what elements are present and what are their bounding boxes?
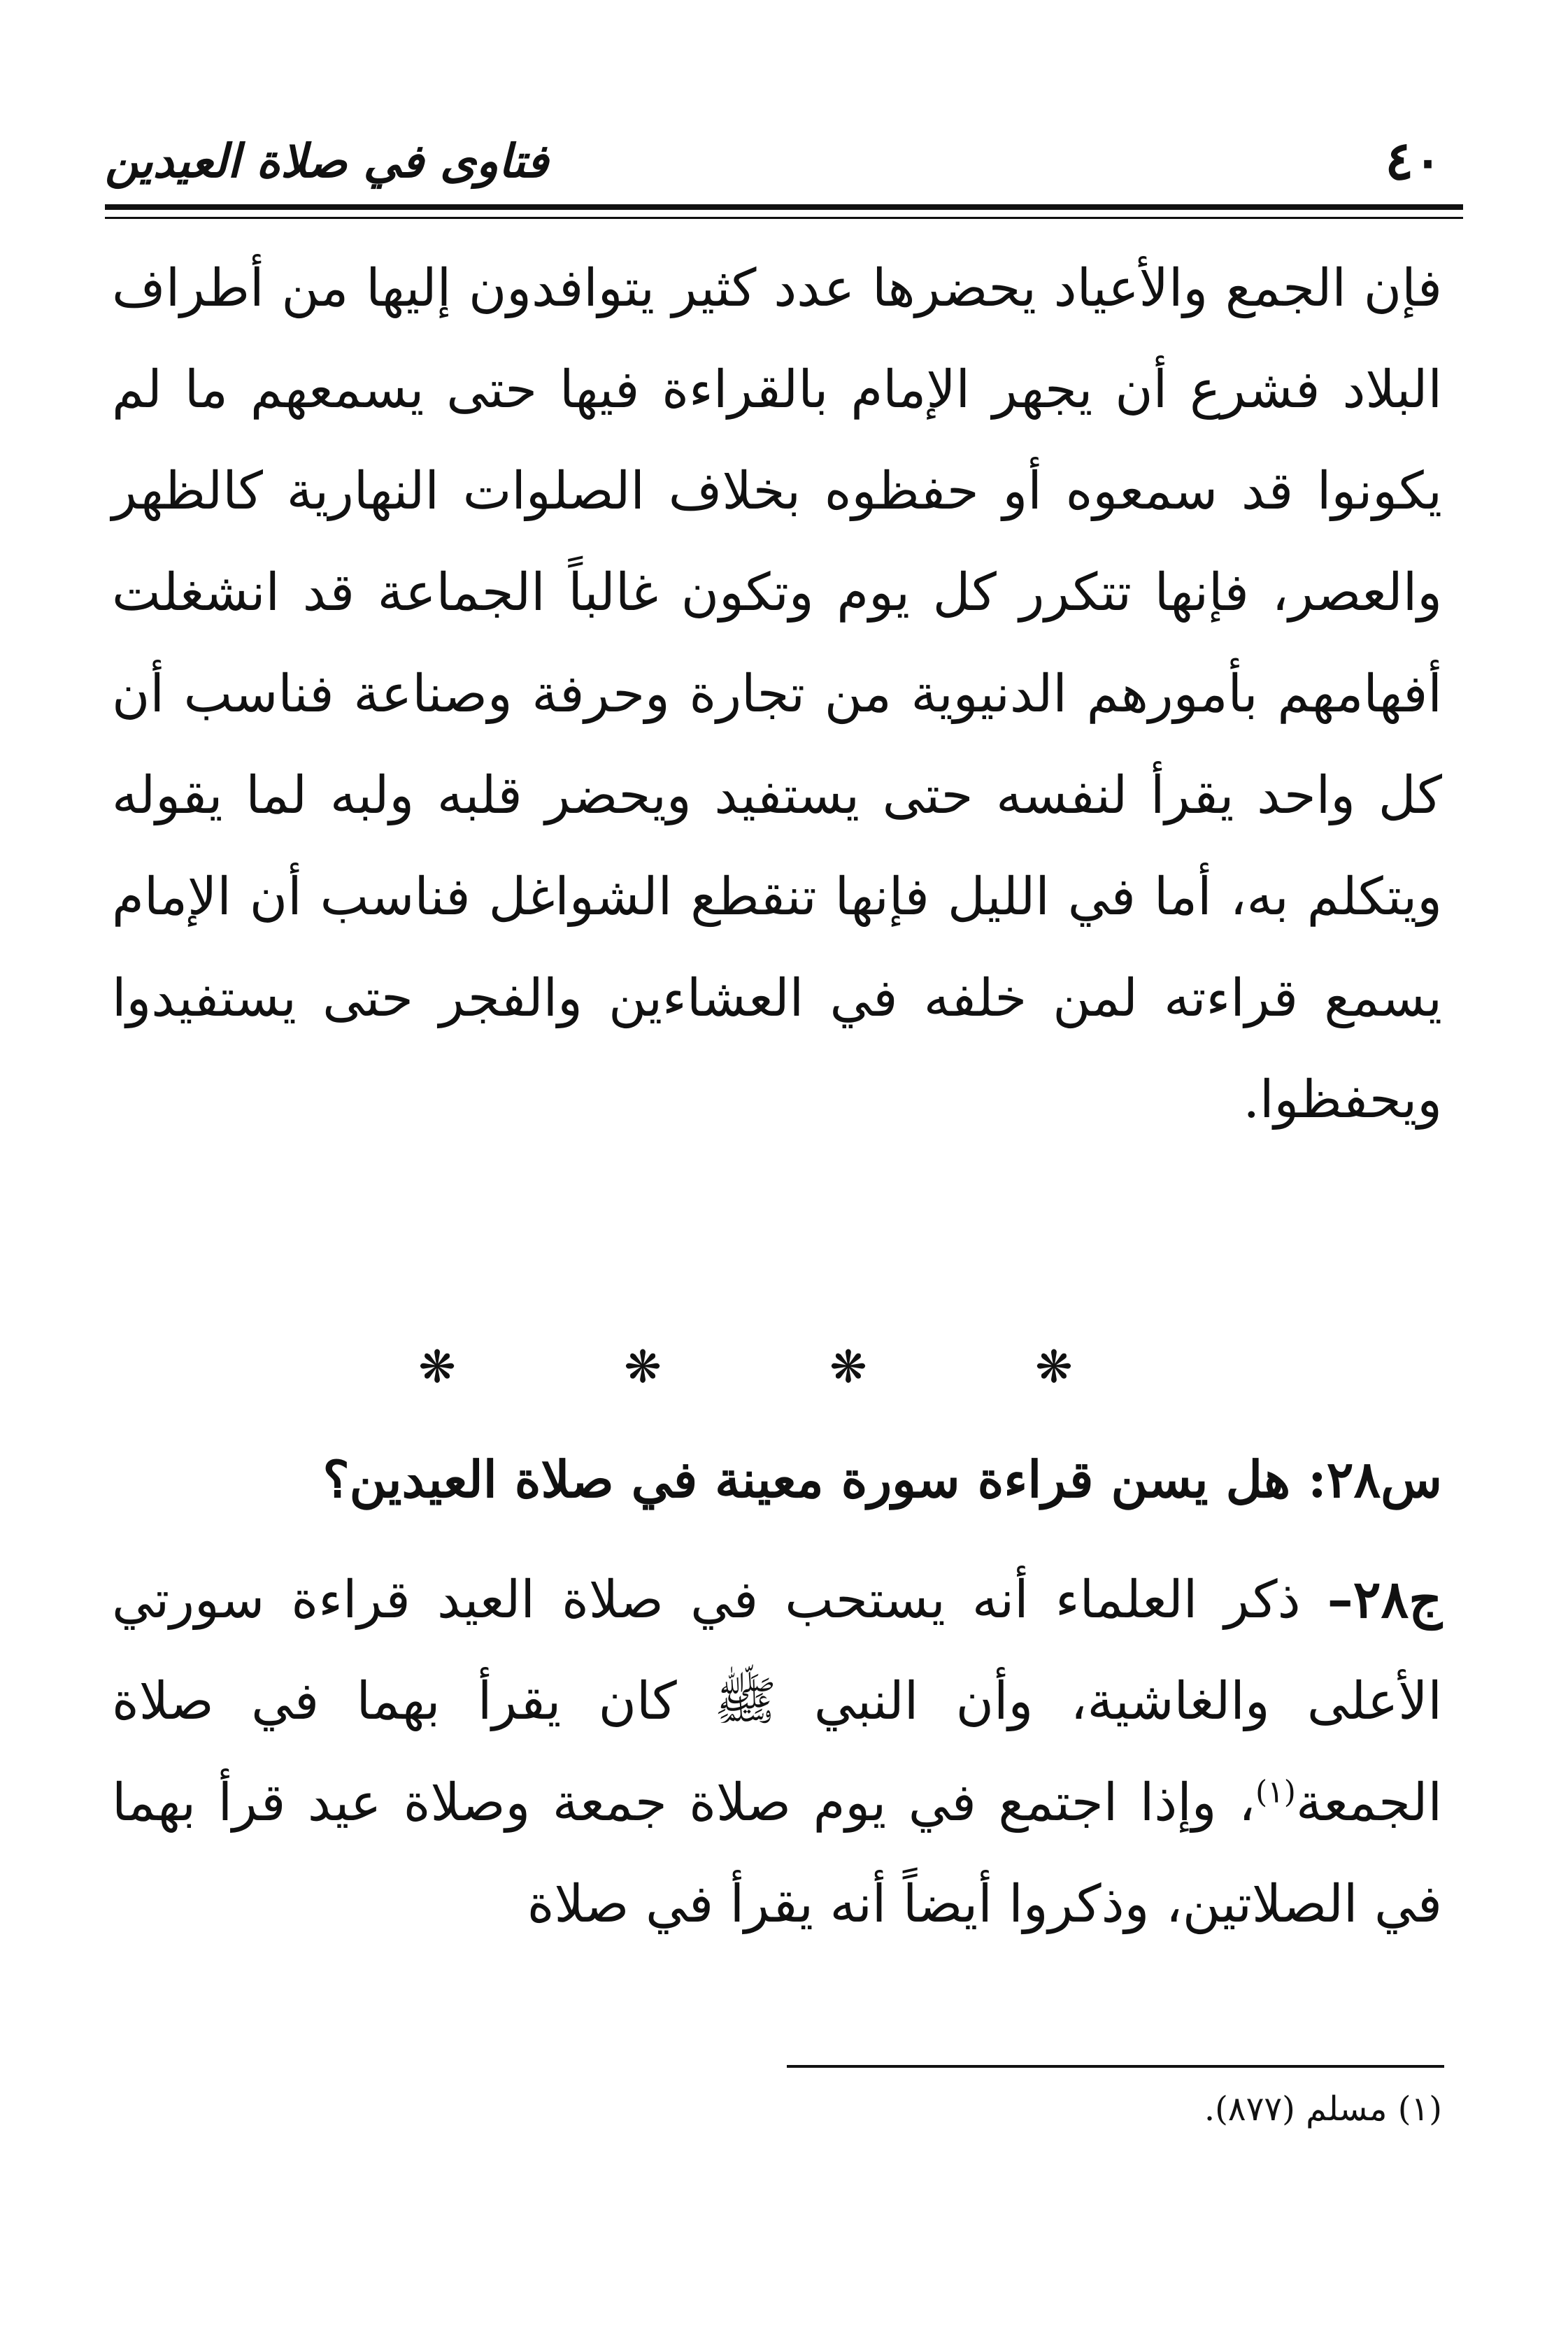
separator-star: ❋ bbox=[418, 1342, 533, 1393]
page-header bbox=[105, 119, 1463, 203]
answer-paragraph bbox=[112, 1549, 1442, 1955]
question-heading: س٢٨: هل يسن قراءة سورة معينة في صلاة العيدين؟ bbox=[322, 1449, 1442, 1509]
page-number: ٤٠ bbox=[1385, 129, 1442, 192]
footnote: (١) مسلم (٨٧٧). bbox=[1204, 2089, 1442, 2129]
header-rule-thick bbox=[105, 204, 1463, 210]
answer-text-part-2: ، وإذا اجتمع في يوم صلاة جمعة وصلاة عيد قرأ بهما في الصلاتين، وذكروا أيضاً أنه يقرأ في صلاة bbox=[112, 1773, 1442, 1934]
separator-star: ❋ bbox=[1035, 1342, 1150, 1393]
footnote-rule bbox=[787, 2065, 1444, 2068]
header-rule-thin bbox=[105, 217, 1463, 219]
answer-label: ج٢٨– bbox=[1327, 1570, 1442, 1630]
section-separator bbox=[0, 1333, 1568, 1403]
separator-star: ❋ bbox=[624, 1342, 739, 1393]
running-title: فتاوى في صلاة العيدين bbox=[105, 134, 549, 188]
answer-text-part-1: ذكر العلماء أنه يستحب في صلاة العيد قراءة سورتي الأعلى والغاشية، وأن النبي ﷺ كان يقرأ بهما في صلاة الجمعة bbox=[112, 1570, 1442, 1833]
footnote-marker: (١) bbox=[1255, 1774, 1296, 1810]
paragraph-1: فإن الجمع والأعياد يحضرها عدد كثير يتوافدون إليها من أطراف البلاد فشرع أن يجهر الإمام بالقراءة فيها حتى يسمعهم ما لم يكونوا قد سمعوه أو حفظوه بخلاف الصلوات النهارية كالظهر والعصر، فإنها تتكرر كل يوم وتكون غالباً الجماعة قد انشغلت أفهامهم بأمورهم الدنيوية من تجارة وحرفة وصناعة فناسب أن كل واحد يقرأ لنفسه حتى يستفيد ويحضر قلبه ولبه لما يقوله ويتكلم به، أما في الليل فإنها تنقطع الشواغل فناسب أن الإمام يسمع قراءته لمن خلفه في العشاءين والفجر حتى يستفيدوا ويحفظوا. bbox=[112, 258, 1442, 1130]
separator-star: ❋ bbox=[829, 1342, 944, 1393]
